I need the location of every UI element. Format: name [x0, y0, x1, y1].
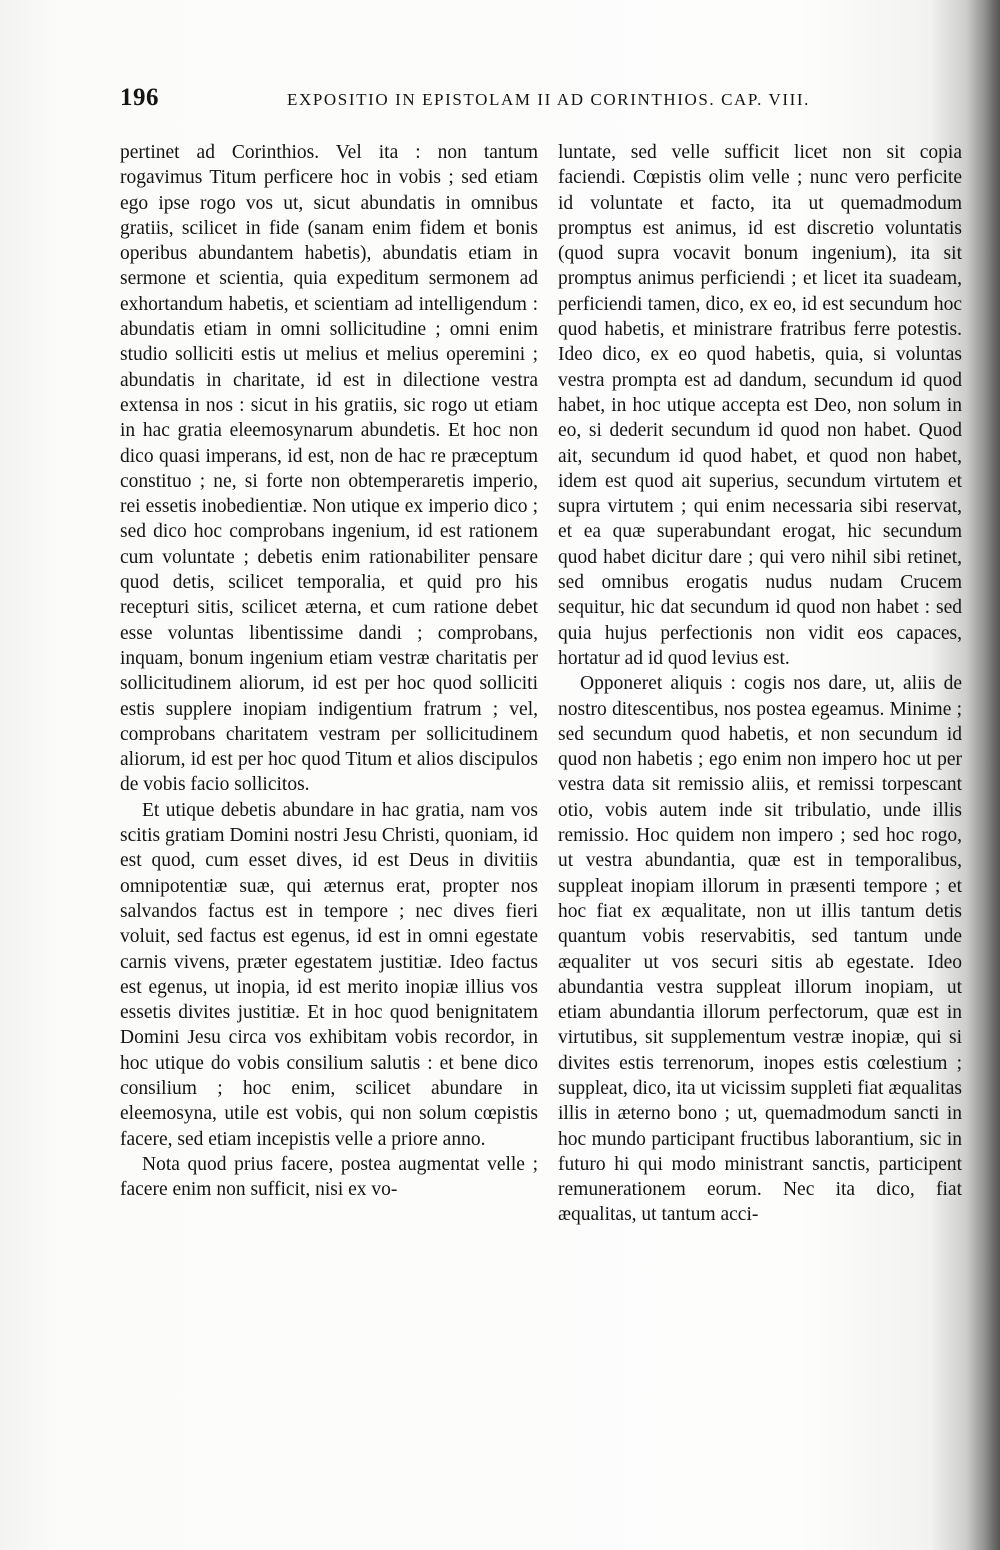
paragraph: Nota quod prius facere, postea augmentat velle ; facere enim non sufficit, nisi ex vo- — [120, 1153, 538, 1201]
running-head — [120, 84, 840, 120]
page-number: 196 — [120, 84, 159, 111]
running-title: EXPOSITIO IN EPISTOLAM II AD CORINTHIOS. CAP. VIII. — [287, 90, 810, 109]
paragraph: pertinet ad Corinthios. Vel ita : non tantum rogavimus Titum perficere hoc in vobis ; sed etiam ego ipse rogo vos ut, sicut abundatis in omnibus gratiis, scilicet in fide (sanam enim fidem et bonis operibus abundantem habetis), abundatis etiam in sermone et scientia, quia expeditum sermonem ad exhortandum habetis, et scientiam ad intelligendum : abundatis etiam in omni sollicitudine ; omni enim studio solliciti estis ut melius et melius operemini ; abundatis in charitate, id est in dilectione vestra extensa in nos : sicut in his gratiis, sic rogo ut etiam in hac gratia eleemosynarum abundetis. Et hoc non dico quasi imperans, id est, non de hac re præceptum constituo ; ne, si forte non obtemperaretis imperio, rei essetis inobedientiæ. Non utique ex imperio dico ; sed dico hoc comprobans ingenium, id est rationem cum voluntate ; debetis enim rationabiliter pensare quod detis, scilicet temporalia, et quid pro his recepturi sitis, scilicet æterna, et cum ratione debet esse voluntas libentissime dandi ; comprobans, inquam, bonum ingenium etiam vestræ charitatis per sollicitudinem aliorum, id est per hoc quod solliciti estis supplere inopiam indigentium fratrum ; vel, comprobans charitatem vestram per sollicitudinem aliorum, id est per hoc quod Titum et alios discipulos de vobis facio sollicitos. — [120, 142, 538, 796]
paragraph: luntate, sed velle sufficit licet non sit copia faciendi. Cœpistis olim velle ; nunc vero perficite id voluntate et facto, ita ut quemadmodum promptus est animus, id est discretio voluntatis (quod supra vocavit bonum ingenium), ita sit promptus animus perficiendi ; et licet ita suadeam, perficiendi tamen, dico, ex eo, id est secundum hoc quod habetis, et ministrare fratribus ferre potestis. Ideo dico, ex eo quod habetis, quia, si voluntas vestra prompta est ad dandum, secundum id quod habet, in hoc utique accepta est Deo, non solum in eo, si dederit secundum id quod non habet. Quod ait, secundum id quod habet, et quod non habet, idem est quod ait superius, secundum virtutem et supra virtutem ; qui enim necessaria sibi reservat, et ea quæ superabundant erogat, hic secundum quod habet dicitur dare ; qui vero nihil sibi retinet, sed omnibus erogatis nudus nudam Crucem sequitur, hic dat secundum id quod non habet : sed quia hujus perfectionis non vidit eos capaces, hortatur ad id quod levius est. — [558, 142, 962, 669]
paragraph: Et utique debetis abundare in hac gratia, nam vos scitis gratiam Domini nostri Jesu Christi, quoniam, id est quod, cum esset dives, id est Deus in divitiis omnipotentiæ suæ, qui æternus erat, propter nos salvandos factus est in tempore ; nec dives fieri voluit, sed factus est egenus, id est in omni egestate carnis vivens, præter egestatem justitiæ. Ideo factus est egenus, ut inopia, id est merito inopiæ illius vos essetis divites justitiæ. Et in hoc quod benignitatem Domini Jesu circa vos exhibitam vobis recordor, in hoc utique do vobis consilium salutis : et bene dico consilium ; hoc enim, scilicet abundare in eleemosyna, utile est vobis, qui non solum cœpistis facere, sed etiam incepistis velle a priore anno. — [120, 799, 538, 1150]
right-column — [558, 140, 962, 1228]
left-column — [120, 140, 538, 1202]
paragraph: Opponeret aliquis : cogis nos dare, ut, aliis de nostro ditescentibus, nos postea egeamus. Minime ; sed secundum quod habetis, et non secundum id quod non habetis ; ego enim non impero hoc ut per vestra data sit remissio aliis, et remissi torpescant otio, vobis autem inde sit tribulatio, unde illis remissio. Hoc quidem non impero ; sed hoc rogo, ut vestra abundantia, quæ est in temporalibus, suppleat inopiam illorum in præsenti tempore ; et hoc fiat ex æqualitate, non ut illis tantum detis quantum vobis reservabitis, sed tantum unde æqualiter ut vos securi sitis ab egestate. Ideo abundantia vestra suppleat illorum inopiam, ut etiam abundantia illorum perfectorum, quæ est in virtutibus, sit supplementum vestræ inopiæ, qui si divites estis terrenorum, inopes estis cœlestium ; suppleat, dico, ita ut vicissim suppleti fiat æqualitas illis in æterno bono ; ut, quemadmodum sancti in hoc mundo participant fructibus laborantium, sic in futuro hi qui modo ministrant sanctis, participent remunerationem eorum. Nec ita dico, fiat æqualitas, ut tantum acci- — [558, 673, 962, 1226]
page-spine-shadow — [966, 0, 1000, 1550]
